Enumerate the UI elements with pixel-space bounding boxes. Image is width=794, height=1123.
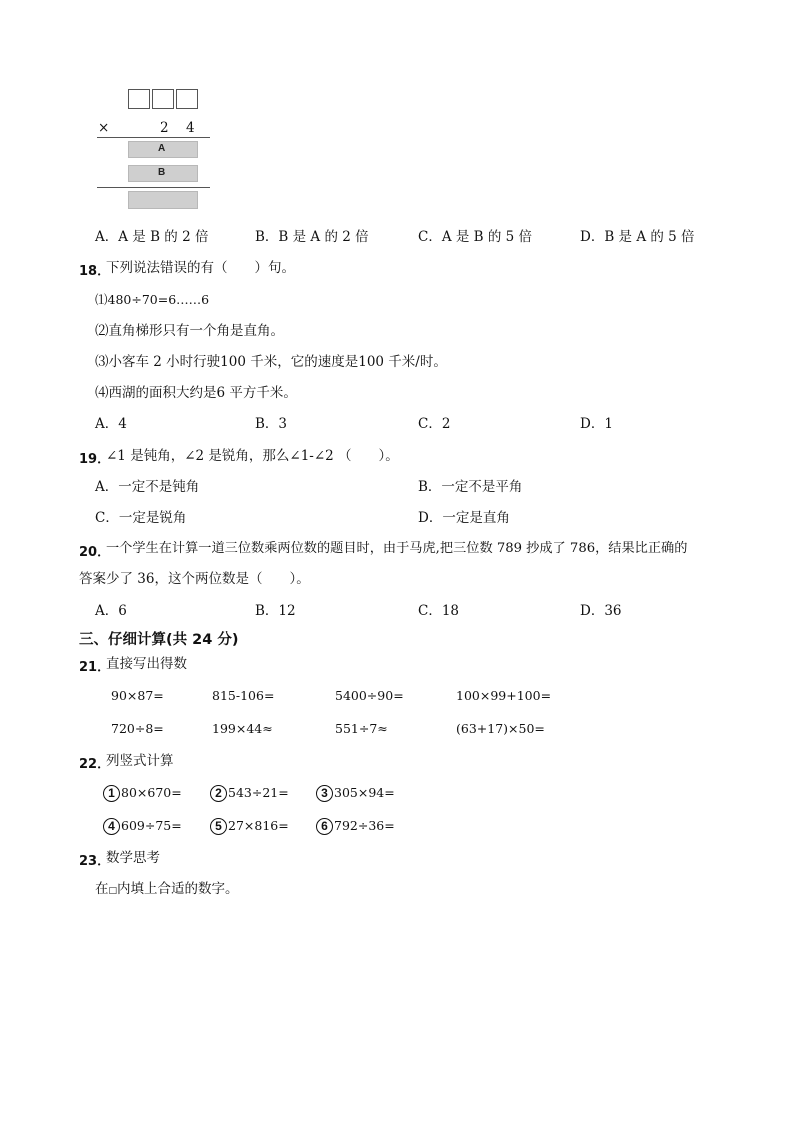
- partial-product-a-label: A: [158, 143, 166, 154]
- q23-number: 23．: [79, 854, 111, 869]
- multiplier-digit-ones: 4: [186, 120, 195, 136]
- q17-option-b[interactable]: B．B 是 A 的 2 倍: [255, 229, 369, 245]
- q18-option-d[interactable]: D．1: [580, 416, 613, 432]
- q21-item-3: 5400÷90=: [335, 688, 404, 703]
- digit-box-hundreds: [128, 89, 150, 109]
- q22-item-6: 6 792÷36=: [316, 817, 395, 835]
- q19-option-b[interactable]: B．一定不是平角: [418, 479, 523, 495]
- q19-stem: ∠1 是钝角，∠2 是锐角，那么∠1-∠2 （ ）。: [106, 448, 399, 464]
- q18-option-b[interactable]: B．3: [255, 416, 288, 432]
- q21-item-2: 815-106=: [212, 688, 275, 703]
- q18-statement-4: ⑷西湖的面积大约是6 平方千米。: [95, 385, 297, 401]
- q22-item-1: 1 80×670=: [103, 784, 182, 802]
- q22-item-2: 2 543÷21=: [210, 784, 289, 802]
- circled-number-icon: 1: [103, 785, 120, 802]
- q21-stem: 直接写出得数: [106, 656, 187, 672]
- q23-instruction: 在□内填上合适的数字。: [95, 881, 239, 897]
- q21-item-6: 199×44≈: [212, 721, 273, 736]
- figure-line-top: [97, 137, 210, 138]
- q18-option-c[interactable]: C．2: [418, 416, 451, 432]
- digit-box-ones: [176, 89, 198, 109]
- q19-option-a[interactable]: A．一定不是钝角: [95, 479, 200, 495]
- blank-square-icon: □: [108, 886, 118, 896]
- q20-option-b[interactable]: B．12: [255, 603, 296, 619]
- times-sign: ×: [98, 120, 110, 136]
- q22-item-5: 5 27×816=: [210, 817, 289, 835]
- q21-number: 21．: [79, 660, 111, 675]
- multiplier-digit-tens: 2: [160, 120, 169, 136]
- digit-box-tens: [152, 89, 174, 109]
- final-product: [128, 191, 198, 209]
- q18-statement-3: ⑶小客车 2 小时行驶100 千米，它的速度是100 千米/时。: [95, 354, 447, 370]
- q23-stem: 数学思考: [106, 850, 160, 866]
- q19-number: 19．: [79, 452, 111, 467]
- q19-option-d[interactable]: D．一定是直角: [418, 510, 510, 526]
- q17-option-a[interactable]: A．A 是 B 的 2 倍: [95, 229, 209, 245]
- q19-option-c[interactable]: C．一定是锐角: [95, 510, 187, 526]
- q20-option-c[interactable]: C．18: [418, 603, 460, 619]
- q21-item-5: 720÷8=: [111, 721, 164, 736]
- q20-option-a[interactable]: A．6: [95, 603, 127, 619]
- q17-option-c[interactable]: C．A 是 B 的 5 倍: [418, 229, 533, 245]
- q18-stem: 下列说法错误的有（ ）句。: [106, 260, 295, 276]
- q18-statement-2: ⑵直角梯形只有一个角是直角。: [95, 323, 284, 339]
- q22-item-4: 4 609÷75=: [103, 817, 182, 835]
- section-3-title: 三、仔细计算(共 24 分): [79, 632, 239, 648]
- circled-number-icon: 6: [316, 818, 333, 835]
- q18-statement-1: ⑴480÷70=6……6: [95, 292, 210, 307]
- q22-stem: 列竖式计算: [106, 753, 174, 769]
- circled-number-icon: 2: [210, 785, 227, 802]
- circled-number-icon: 5: [210, 818, 227, 835]
- figure-line-bottom: [97, 187, 210, 188]
- circled-number-icon: 3: [316, 785, 333, 802]
- q21-item-1: 90×87=: [111, 688, 164, 703]
- partial-product-b-label: B: [158, 167, 166, 178]
- circled-number-icon: 4: [103, 818, 120, 835]
- q21-item-8: (63+17)×50=: [456, 721, 545, 736]
- q21-item-4: 100×99+100=: [456, 688, 552, 703]
- q20-number: 20．: [79, 545, 111, 560]
- q18-number: 18．: [79, 264, 111, 279]
- q20-stem-line2: 答案少了 36，这个两位数是（ ）。: [79, 571, 310, 587]
- q17-option-d[interactable]: D．B 是 A 的 5 倍: [580, 229, 695, 245]
- q20-stem-line1: 一个学生在计算一道三位数乘两位数的题目时，由于马虎,把三位数 789 抄成了 786，结果比正确的: [106, 541, 688, 556]
- q18-option-a[interactable]: A．4: [95, 416, 127, 432]
- q22-item-3: 3 305×94=: [316, 784, 395, 802]
- q22-number: 22．: [79, 757, 111, 772]
- q20-option-d[interactable]: D．36: [580, 603, 622, 619]
- q21-item-7: 551÷7≈: [335, 721, 388, 736]
